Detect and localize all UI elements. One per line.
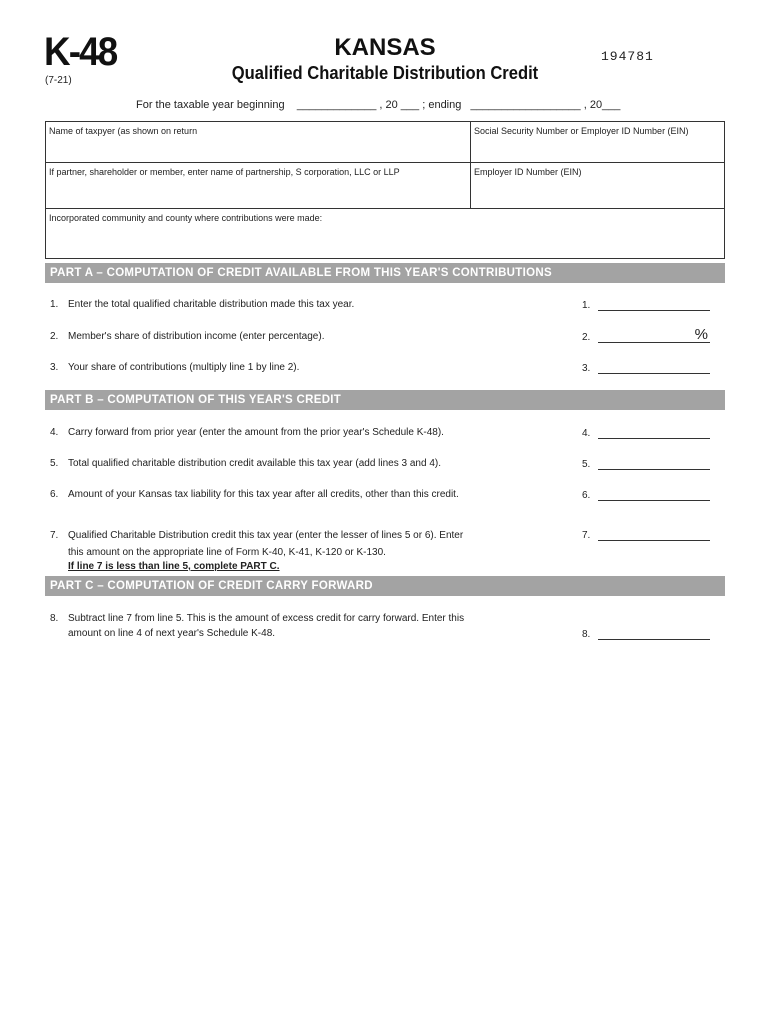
line-2-percentage[interactable] <box>582 326 712 343</box>
line-text: Your share of contributions (multiply line 1 by line 2). <box>68 362 300 373</box>
part-c-instruction: If line 7 is less than line 5, complete PART C. <box>68 561 280 572</box>
community-county-field[interactable]: Incorporated community and county where contributions were made: <box>49 213 323 223</box>
answer-number: 6. <box>582 490 591 501</box>
answer-blank[interactable] <box>598 362 710 374</box>
line-6-amount[interactable] <box>582 489 712 501</box>
line-number: 3. <box>50 362 59 373</box>
line-number: 1. <box>50 299 59 310</box>
answer-number: 4. <box>582 428 591 439</box>
line-4 <box>50 425 530 440</box>
line-text: Enter the total qualified charitable distribution made this tax year. <box>68 299 355 310</box>
line-7 <box>50 527 470 561</box>
line-number: 7. <box>50 530 59 541</box>
answer-number: 5. <box>582 459 591 470</box>
answer-blank[interactable] <box>598 326 710 343</box>
line-text: Amount of your Kansas tax liability for this tax year after all credits, other than this credit. <box>68 489 459 500</box>
answer-blank[interactable] <box>598 299 710 311</box>
line-number: 8. <box>50 613 59 624</box>
answer-blank[interactable] <box>598 458 710 470</box>
partnership-name-field[interactable]: If partner, shareholder or member, enter name of partnership, S corporation, LLC or LLP <box>49 167 400 177</box>
answer-number: 8. <box>582 629 591 640</box>
line-6 <box>50 487 480 502</box>
line-1-amount[interactable] <box>582 299 712 311</box>
line-7-amount[interactable] <box>582 529 712 541</box>
line-text: Member's share of distribution income (enter percentage). <box>68 331 325 342</box>
answer-blank[interactable] <box>598 529 710 541</box>
part-a-heading: PART A – COMPUTATION OF CREDIT AVAILABLE FROM THIS YEAR'S CONTRIBUTIONS <box>45 263 725 283</box>
line-text: Qualified Charitable Distribution credit this tax year (enter the lesser of lines 5 or 6). Enter this amount on the appropriate line of Form K-40, K-41, K-120 or K-130. <box>68 530 464 558</box>
taxpayer-name-field[interactable]: Name of taxpyer (as shown on return <box>49 126 198 136</box>
line-number: 5. <box>50 458 59 469</box>
tax-period-line[interactable]: For the taxable year beginning _____________ , 20 ___ ; ending __________________ , 20___ <box>136 99 621 111</box>
revision-date: (7-21) <box>45 75 72 86</box>
answer-number: 7. <box>582 530 591 541</box>
line-8 <box>50 611 470 641</box>
line-number: 6. <box>50 489 59 500</box>
answer-blank[interactable] <box>598 489 710 501</box>
part-c-heading: PART C – COMPUTATION OF CREDIT CARRY FORWARD <box>45 576 725 596</box>
form-number: K-48 <box>44 30 117 74</box>
state-name: KANSAS <box>334 34 436 61</box>
answer-number: 1. <box>582 300 591 311</box>
line-5 <box>50 456 530 471</box>
answer-number: 2. <box>582 332 591 343</box>
answer-blank[interactable] <box>598 427 710 439</box>
line-3-amount[interactable] <box>582 362 712 374</box>
line-1 <box>50 297 530 312</box>
answer-blank[interactable] <box>598 628 710 640</box>
line-5-amount[interactable] <box>582 458 712 470</box>
line-text: Subtract line 7 from line 5. This is the amount of excess credit for carry forward. Enter this amount on line 4 of next year's Schedule K-48. <box>68 613 465 639</box>
form-title: Qualified Charitable Distribution Credit <box>231 63 539 83</box>
line-text: Total qualified charitable distribution credit available this tax year (add lines 3 and 4). <box>68 458 441 469</box>
line-3 <box>50 360 530 375</box>
ssn-ein-field[interactable]: Social Security Number or Employer ID Number (EIN) <box>474 126 689 136</box>
line-2 <box>50 329 530 344</box>
ein-field[interactable]: Employer ID Number (EIN) <box>474 167 582 177</box>
line-number: 4. <box>50 427 59 438</box>
line-8-amount[interactable] <box>582 628 712 640</box>
answer-number: 3. <box>582 363 591 374</box>
line-number: 2. <box>50 331 59 342</box>
form-id-number: 194781 <box>601 49 654 64</box>
line-text: Carry forward from prior year (enter the amount from the prior year's Schedule K-48). <box>68 427 444 438</box>
percent-sign: % <box>694 326 708 343</box>
line-4-amount[interactable] <box>582 427 712 439</box>
part-b-heading: PART B – COMPUTATION OF THIS YEAR'S CREDIT <box>45 390 725 410</box>
